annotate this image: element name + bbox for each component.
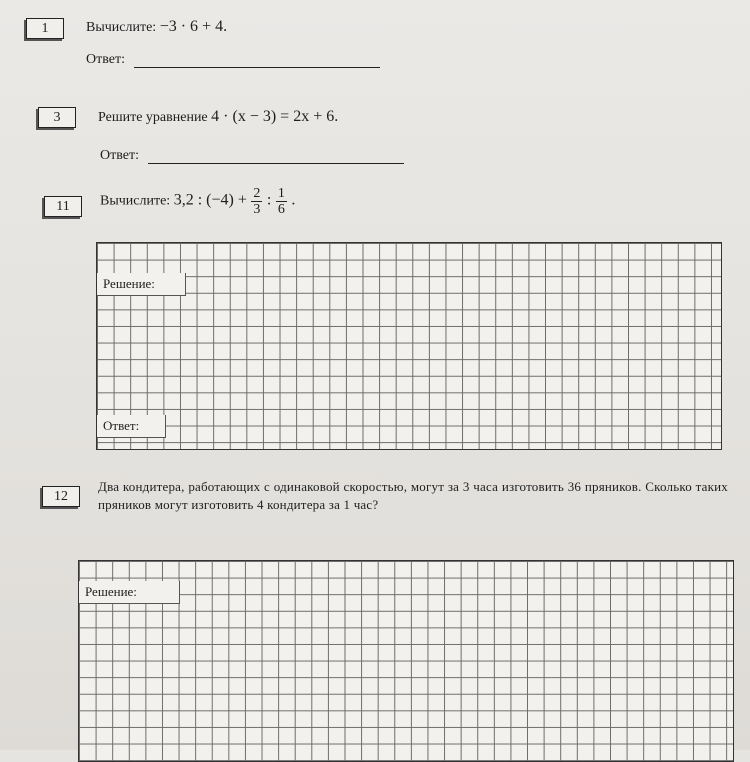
task-12-solution-label: Решение: [79, 581, 180, 604]
task-3-expression: 4 · (x − 3) = 2x + 6. [211, 108, 339, 125]
task-11-fraction-1 [251, 186, 262, 217]
fraction-1-numerator: 2 [253, 186, 261, 201]
task-11-statement [100, 186, 295, 217]
fraction-2-denominator: 6 [277, 202, 285, 217]
task-3-label: Решите уравнение [98, 110, 208, 125]
task-11-solution-grid[interactable] [96, 242, 722, 450]
task-number-11: 11 [44, 196, 82, 217]
task-11-expression-start: 3,2 : (−4) + [173, 191, 247, 209]
task-1-statement [86, 18, 227, 36]
task-1-expression: −3 · 6 + 4. [159, 18, 228, 35]
task-12-statement: Два кондитера, работающих с одинаковой скоростью, могут за 3 часа изготовить 36 пряников. Сколько таких пряников могут изготовить 4 кондитера за 1 час? [98, 479, 728, 512]
task-3-statement [98, 108, 338, 126]
task-11-fraction-2 [276, 186, 287, 217]
task-3-answer-label: Ответ: [100, 148, 139, 163]
task-11-answer-label: Ответ: [97, 415, 166, 438]
task-1-label: Вычислите: [86, 20, 157, 35]
fraction-2-numerator: 1 [277, 186, 285, 201]
task-3-answer [100, 148, 404, 164]
task-11-solution-label: Решение: [97, 273, 186, 296]
task-number-12: 12 [42, 486, 80, 507]
task-11-period: . [291, 191, 296, 209]
fraction-1-denominator: 3 [253, 202, 261, 217]
task-11-label: Вычислите: [100, 193, 171, 209]
task-number-3: 3 [38, 107, 76, 128]
task-1-answer-line[interactable] [134, 53, 380, 68]
task-11-colon: : [266, 191, 272, 209]
task-3-answer-line[interactable] [148, 149, 404, 164]
task-12-solution-grid[interactable] [78, 560, 734, 762]
task-1-answer-label: Ответ: [86, 52, 125, 67]
task-1-answer [86, 52, 380, 68]
task-number-1: 1 [26, 18, 64, 39]
